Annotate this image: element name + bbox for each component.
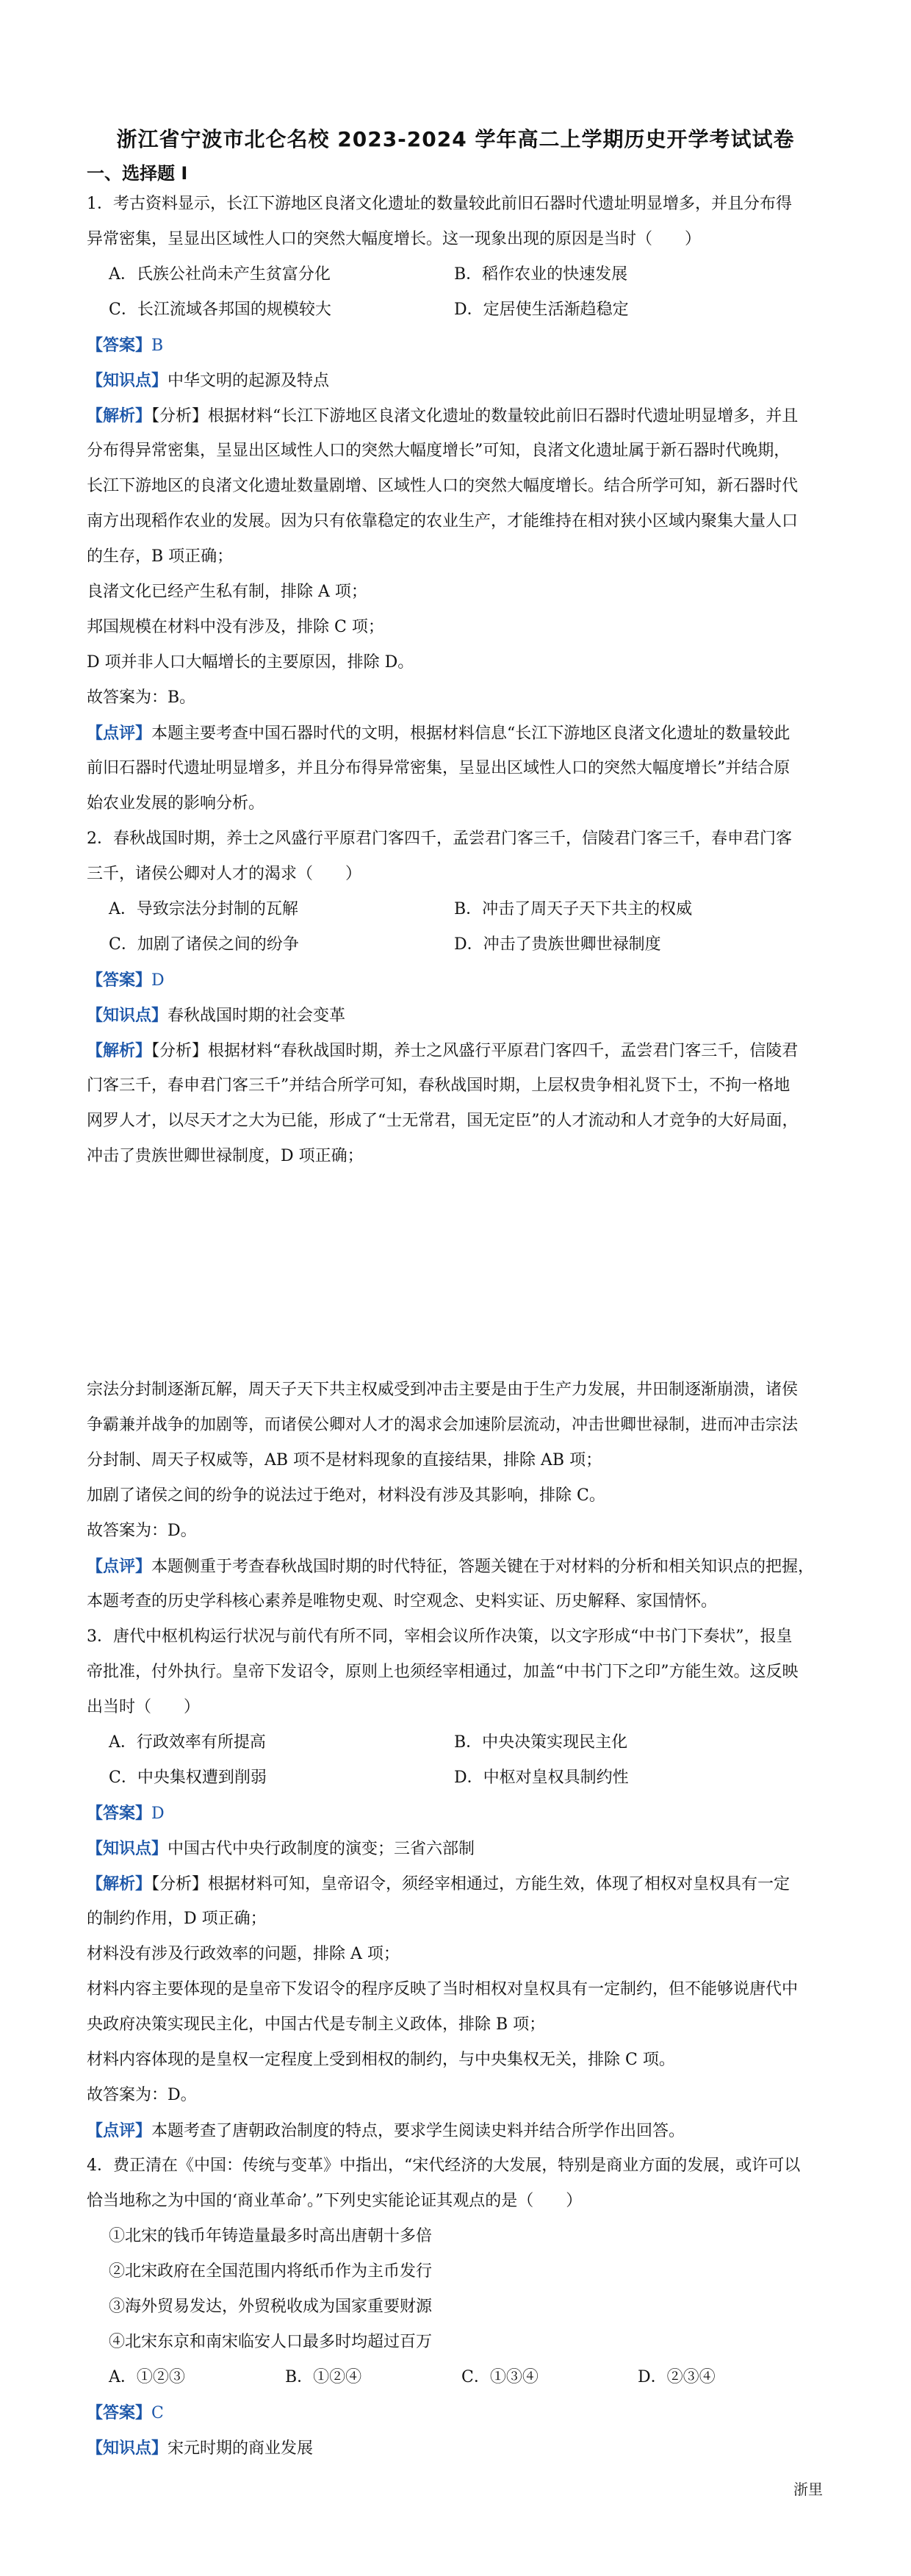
comment-text: 本题考查了唐朝政治制度的特点，要求学生阅读史料并结合所学作出回答。: [151, 2122, 685, 2140]
comment-text: 本题侧重于考查春秋战国时期的时代特征，答题关键在于对材料的分析和相关知识点的把握，: [151, 1558, 815, 1576]
comment-tag: 【点评】: [87, 724, 152, 743]
analysis-line: 故答案为：B。: [87, 688, 196, 707]
statement-item: ③海外贸易发达，外贸税收成为国家重要财源: [109, 2298, 433, 2316]
analysis-text: 【分析】根据材料“春秋战国时期，养士之风盛行平原君门客四千，孟尝君门客三千，信陵君: [151, 1042, 799, 1060]
comment-line: 本题考查的历史学科核心素养是唯物史观、时空观念、史料实证、历史解释、家国情怀。: [87, 1592, 718, 1611]
knowledge-point-tag: 【知识点】: [87, 2439, 168, 2458]
option-a: A．①②③: [109, 2368, 185, 2386]
analysis-line: 的生存，B 项正确；: [87, 547, 234, 566]
option-a: A．行政效率有所提高: [109, 1733, 266, 1752]
analysis-line: 争霸兼并战争的加剧等，而诸侯公卿对人才的渴求会加速阶层流动，冲击世卿世禄制，进而冲击宗法: [87, 1416, 799, 1434]
analysis-line: 门客三千，春申君门客三千”并结合所学可知，春秋战国时期，上层权贵争相礼贤下士，不拘一格地: [87, 1076, 791, 1095]
analysis-line: [87, 398, 829, 433]
answer-value: D: [151, 971, 165, 990]
analysis-line: 长江下游地区的良渚文化遗址数量剧增、区域性人口的突然大幅度增长。结合所学可知，新石器时代: [87, 477, 799, 495]
question-1: [87, 187, 829, 821]
answer-value: D: [151, 1805, 165, 1823]
knowledge-point-line: [87, 998, 829, 1033]
section-heading: 一、选择题 I: [87, 163, 188, 184]
knowledge-point-tag: 【知识点】: [87, 1839, 168, 1858]
option-a: A．导致宗法分封制的瓦解: [109, 900, 298, 918]
analysis-line: 良渚文化已经产生私有制，排除 A 项；: [87, 583, 367, 601]
statement-item: ④北宋东京和南宋临安人口最多时均超过百万: [109, 2333, 433, 2351]
analysis-text: 【分析】根据材料可知，皇帝诏令，须经宰相通过，方能生效，体现了相权对皇权具有一定: [151, 1875, 791, 1893]
question-4: [87, 2148, 829, 2466]
question-stem-line: 异常密集，呈显出区域性人口的突然大幅度增长。这一现象出现的原因是当时（ ）: [87, 230, 702, 248]
options-group: [87, 892, 829, 963]
analysis-tag: 【解析】: [87, 1874, 152, 1893]
knowledge-point-line: [87, 2431, 829, 2466]
option-d: D．定居使生活渐趋稳定: [454, 301, 629, 319]
question-stem-line: 出当时（ ）: [87, 1698, 201, 1716]
option-c: C．加剧了诸侯之间的纷争: [109, 935, 299, 954]
statement-item: ①北宋的钱币年铸造量最多时高出唐朝十多倍: [109, 2227, 433, 2245]
comment-line: 前旧石器时代遗址明显增多，并且分布得异常密集，呈显出区域性人口的突然大幅度增长”并结合原: [87, 759, 791, 777]
question-stem-line: 恰当地称之为中国的‘商业革命’。”下列史实能论证其观点的是（ ）: [87, 2192, 583, 2210]
answer-tag: 【答案】: [87, 2403, 152, 2422]
comment-line: 始农业发展的影响分析。: [87, 794, 265, 813]
comment-line: [87, 2113, 829, 2148]
option-d: D．中枢对皇权具制约性: [454, 1769, 629, 1787]
answer-tag: 【答案】: [87, 971, 152, 990]
analysis-line: 材料内容体现的是皇权一定程度上受到相权的制约，与中央集权无关，排除 C 项。: [87, 2051, 675, 2069]
knowledge-point-tag: 【知识点】: [87, 1006, 168, 1025]
answer-tag: 【答案】: [87, 336, 152, 355]
options-group: [87, 257, 829, 328]
option-b: B．冲击了周天子天下共主的权威: [454, 900, 693, 918]
question-stem-line: 2．春秋战国时期，养士之风盛行平原君门客四千，孟尝君门客三千，信陵君门客三千，春申君门客: [87, 830, 793, 848]
analysis-line: 的制约作用，D 项正确；: [87, 1910, 267, 1928]
option-b: B．稻作农业的快速发展: [454, 265, 628, 284]
analysis-line: 央政府决策实现民主化，中国古代是专制主义政体，排除 B 项；: [87, 2015, 546, 2034]
comment-tag: 【点评】: [87, 2121, 152, 2140]
option-c: C．中央集权遭到削弱: [109, 1769, 267, 1787]
answer-value: C: [151, 2404, 164, 2422]
page-title: 浙江省宁波市北仑名校 2023-2024 学年高二上学期历史开学考试试卷: [116, 127, 795, 151]
answer-line: [87, 1796, 829, 1831]
comment-line: [87, 1549, 829, 1584]
analysis-line: 冲击了贵族世卿世禄制度，D 项正确；: [87, 1147, 364, 1165]
analysis-line: [87, 1033, 829, 1068]
answer-value: B: [151, 337, 164, 355]
knowledge-point-tag: 【知识点】: [87, 371, 168, 390]
analysis-tag: 【解析】: [87, 1041, 152, 1060]
option-d: D．冲击了贵族世卿世禄制度: [454, 935, 661, 954]
analysis-line: 分布得异常密集，呈显出区域性人口的突然大幅度增长”可知，良渚文化遗址属于新石器时代晚期，: [87, 442, 791, 460]
comment-text: 本题主要考查中国石器时代的文明，根据材料信息“长江下游地区良渚文化遗址的数量较此: [151, 724, 791, 743]
knowledge-point-text: 中华文明的起源及特点: [168, 372, 330, 390]
analysis-line: 加剧了诸侯之间的纷争的说法过于绝对，材料没有涉及其影响，排除 C。: [87, 1486, 605, 1505]
analysis-tag: 【解析】: [87, 406, 152, 425]
analysis-line: 南方出现稻作农业的发展。因为只有依靠稳定的农业生产，才能维持在相对狭小区域内聚集大量人口: [87, 512, 799, 530]
knowledge-point-text: 宋元时期的商业发展: [168, 2439, 314, 2458]
analysis-line: 故答案为：D。: [87, 2086, 197, 2104]
analysis-line: 宗法分封制逐渐瓦解，周天子天下共主权威受到冲击主要是由于生产力发展，井田制逐渐崩溃，诸侯: [87, 1381, 799, 1399]
question-stem-line: 4．费正清在《中国：传统与变革》中指出，“宋代经济的大发展，特别是商业方面的发展，或许可以: [87, 2156, 801, 2175]
statement-item: ②北宋政府在全国范围内将纸币作为主币发行: [109, 2262, 433, 2281]
answer-line: [87, 2395, 829, 2431]
question-stem-line: 三千，诸侯公卿对人才的渴求（ ）: [87, 865, 362, 883]
answer-line: [87, 963, 829, 998]
analysis-line: D 项并非人口大幅增长的主要原因，排除 D。: [87, 653, 414, 672]
analysis-text: 【分析】根据材料“长江下游地区良渚文化遗址的数量较此前旧石器时代遗址明显增多，并且: [151, 407, 799, 425]
answer-line: [87, 328, 829, 363]
question-3: [87, 1619, 829, 2148]
option-c: C．长江流域各邦国的规模较大: [109, 301, 331, 319]
analysis-line: 材料内容主要体现的是皇帝下发诏令的程序反映了当时相权对皇权具有一定制约，但不能够说唐代中: [87, 1980, 799, 1998]
knowledge-point-line: [87, 1831, 829, 1866]
analysis-line: 网罗人才，以尽天才之大为已能，形成了“士无常君，国无定臣”的人才流动和人才竞争的大好局面，: [87, 1112, 799, 1130]
options-group: [87, 1725, 829, 1796]
question-2: [87, 821, 829, 1174]
option-b: B．①②④: [285, 2368, 362, 2386]
question-2-continued: [87, 1372, 829, 1619]
analysis-line: 故答案为：D。: [87, 1522, 197, 1540]
question-stem-line: 3．唐代中枢机构运行状况与前代有所不同，宰相会议所作决策，以文字形成“中书门下奏状”，报皇: [87, 1627, 793, 1646]
option-d: D．②③④: [638, 2368, 716, 2386]
knowledge-point-line: [87, 363, 829, 398]
analysis-line: [87, 1866, 829, 1902]
option-a: A．氏族公社尚未产生贫富分化: [109, 265, 331, 284]
knowledge-point-text: 中国古代中央行政制度的演变；三省六部制: [168, 1840, 475, 1858]
answer-tag: 【答案】: [87, 1804, 152, 1823]
page-footer: 浙里: [793, 2480, 823, 2498]
comment-tag: 【点评】: [87, 1557, 152, 1576]
analysis-line: 分封制、周天子权威等，AB 项不是材料现象的直接结果，排除 AB 项；: [87, 1451, 602, 1469]
analysis-line: 邦国规模在材料中没有涉及，排除 C 项；: [87, 618, 384, 636]
option-b: B．中央决策实现民主化: [454, 1733, 628, 1752]
knowledge-point-text: 春秋战国时期的社会变革: [168, 1007, 346, 1025]
option-c: C．①③④: [461, 2368, 539, 2386]
options-group: [87, 2360, 829, 2395]
comment-line: [87, 716, 829, 751]
question-stem-line: 帝批准，付外执行。皇帝下发诏令，原则上也须经宰相通过，加盖“中书门下之印”方能生效。这反映: [87, 1663, 799, 1681]
analysis-line: 材料没有涉及行政效率的问题，排除 A 项；: [87, 1945, 400, 1963]
question-stem-line: 1．考古资料显示，长江下游地区良渚文化遗址的数量较此前旧石器时代遗址明显增多，并且分布得: [87, 195, 793, 213]
